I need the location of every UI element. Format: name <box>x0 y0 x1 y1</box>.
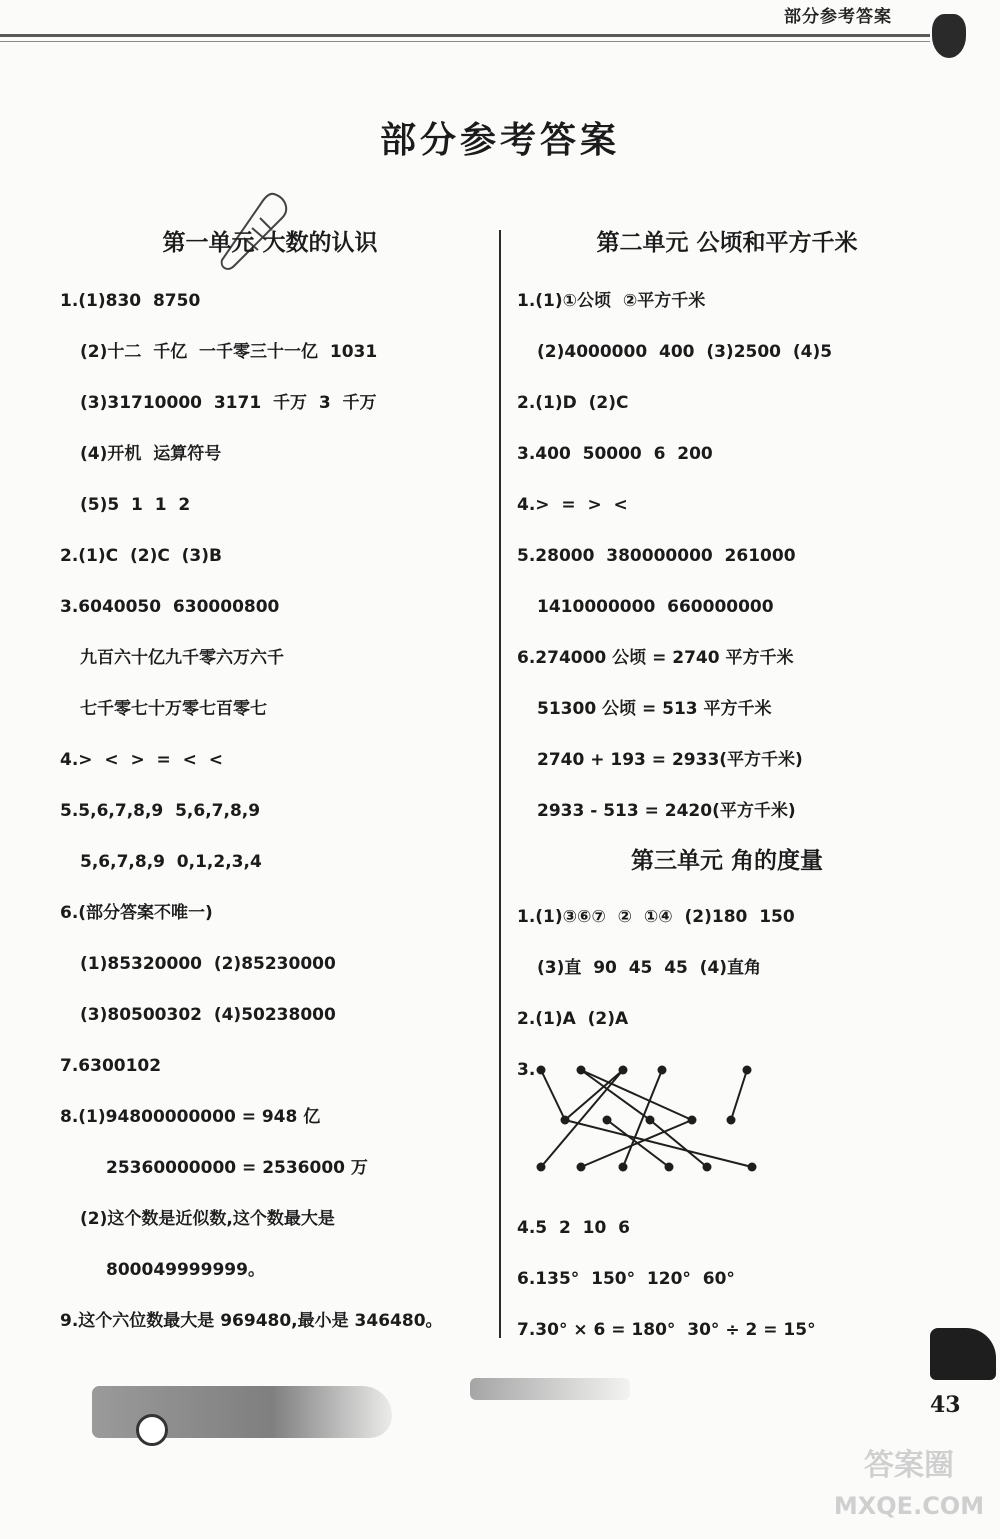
matching-lines-diagram <box>517 1045 777 1195</box>
answer-line: (2)十二 千亿 一千零三十一亿 1031 <box>80 342 378 362</box>
answer-line: (4)开机 运算符号 <box>80 444 222 464</box>
answer-line: (2)4000000 400 (3)2500 (4)5 <box>537 342 833 362</box>
answer-line: 6.135° 150° 120° 60° <box>517 1269 735 1289</box>
corner-decoration <box>932 14 966 58</box>
answer-line: 6.(部分答案不唯一) <box>60 903 213 923</box>
answer-line: 5.5,6,7,8,9 5,6,7,8,9 <box>60 801 261 821</box>
footer-smudge <box>470 1378 630 1400</box>
answer-line: 5.28000 380000000 261000 <box>517 546 796 566</box>
answer-line: 2.(1)C (2)C (3)B <box>60 546 222 566</box>
answer-line: 6.274000 公顷 = 2740 平方千米 <box>517 648 794 668</box>
answer-line: 4.> = > < <box>517 495 628 515</box>
page-title: 部分参考答案 <box>379 119 620 161</box>
answer-line: 7.30° × 6 = 180° 30° ÷ 2 = 15° <box>517 1320 816 1340</box>
footer-circle-icon <box>136 1414 168 1446</box>
watermark-line2: MXQE.COM <box>833 1492 985 1520</box>
answer-line: 1.(1)③⑥⑦ ② ①④ (2)180 150 <box>517 907 795 927</box>
answer-line: (3)直 90 45 45 (4)直角 <box>537 958 762 978</box>
answer-line: 4.5 2 10 6 <box>517 1218 630 1238</box>
unit3-title: 第三单元 角的度量 <box>630 847 823 874</box>
answer-line: 九百六十亿九千零六万六千 <box>80 648 284 668</box>
header-tag: 部分参考答案 <box>784 7 892 27</box>
answer-line: 3.400 50000 6 200 <box>517 444 713 464</box>
answer-line: 800049999999。 <box>106 1260 265 1280</box>
corner-decoration-bottom <box>930 1328 996 1380</box>
header-rule-thin <box>0 41 930 42</box>
answer-line: (3)80500302 (4)50238000 <box>80 1005 336 1025</box>
unit2-title: 第二单元 公顷和平方千米 <box>596 229 858 256</box>
answer-line: (1)85320000 (2)85230000 <box>80 954 336 974</box>
answer-line: 2933 - 513 = 2420(平方千米) <box>537 801 796 821</box>
left-column <box>60 225 480 1347</box>
answer-line: (2)这个数是近似数,这个数最大是 <box>80 1209 335 1229</box>
answer-line: 1.(1)830 8750 <box>60 291 201 311</box>
answer-line: (3)31710000 3171 千万 3 千万 <box>80 393 377 413</box>
answer-line: 七千零七十万零七百零七 <box>80 699 267 719</box>
right-column <box>517 225 937 1356</box>
answer-line: 2.(1)D (2)C <box>517 393 629 413</box>
answer-line: 7.6300102 <box>60 1056 162 1076</box>
answer-line: 1410000000 660000000 <box>537 597 774 617</box>
answer-line: 3.6040050 630000800 <box>60 597 280 617</box>
answer-line: 9.这个六位数最大是 969480,最小是 346480。 <box>60 1311 443 1331</box>
column-divider <box>499 230 501 1338</box>
answer-line: 2.(1)A (2)A <box>517 1009 629 1029</box>
answer-line: (5)5 1 1 2 <box>80 495 191 515</box>
unit1-title: 第一单元 大数的认识 <box>162 229 378 256</box>
answer-line: 2740 + 193 = 2933(平方千米) <box>537 750 803 770</box>
answer-line: 5,6,7,8,9 0,1,2,3,4 <box>80 852 262 872</box>
header-rule <box>0 34 930 37</box>
watermark <box>824 1446 994 1534</box>
answer-line: 1.(1)①公顷 ②平方千米 <box>517 291 706 311</box>
answer-line: 25360000000 = 2536000 万 <box>106 1158 368 1178</box>
question-label: 3. <box>517 1060 536 1080</box>
answer-line: 51300 公顷 = 513 平方千米 <box>537 699 772 719</box>
matching-diagram <box>517 1045 937 1203</box>
watermark-line1: 答案圈 <box>864 1448 954 1483</box>
page-number: 43 <box>930 1392 961 1418</box>
answer-line: 8.(1)94800000000 = 948 亿 <box>60 1107 321 1127</box>
answer-line: 4.> < > = < < <box>60 750 223 770</box>
